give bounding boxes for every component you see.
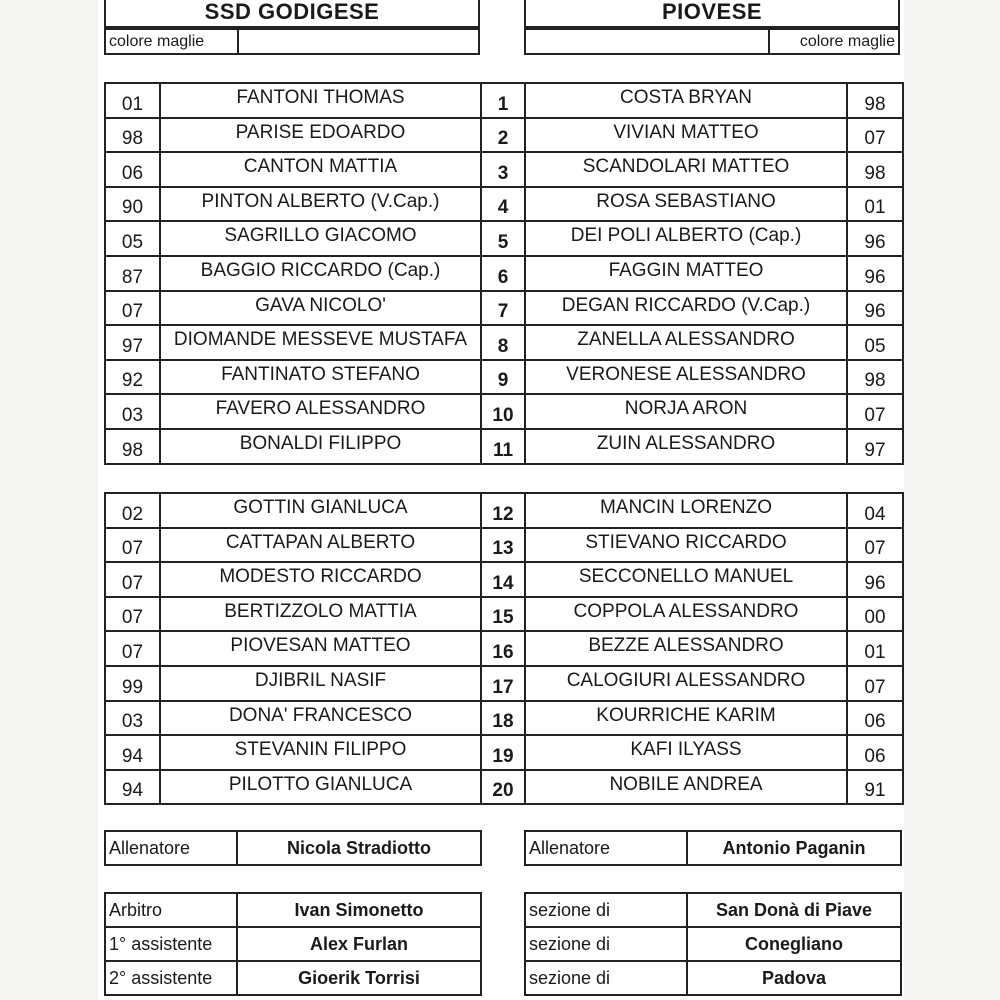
substitutes-table: [104, 492, 904, 805]
home-player-name: DJIBRIL NASIF: [160, 666, 481, 701]
player-row: [105, 562, 903, 597]
home-player-name: GAVA NICOLO': [160, 291, 481, 326]
home-birth-year: 06: [105, 152, 160, 187]
home-birth-year: 01: [105, 83, 160, 118]
player-row: [105, 597, 903, 632]
away-color-row: [524, 28, 900, 55]
home-coach-name: Nicola Stradiotto: [237, 831, 481, 865]
away-player-name: MANCIN LORENZO: [525, 493, 847, 528]
home-player-name: PARISE EDOARDO: [160, 118, 481, 153]
shirt-number: 10: [481, 394, 525, 429]
home-birth-year: 99: [105, 666, 160, 701]
section-row: [525, 893, 901, 927]
away-birth-year: 07: [847, 118, 903, 153]
home-birth-year: 94: [105, 770, 160, 805]
away-birth-year: 01: [847, 631, 903, 666]
away-birth-year: 96: [847, 291, 903, 326]
player-row: [105, 701, 903, 736]
home-birth-year: 98: [105, 429, 160, 464]
player-row: [105, 221, 903, 256]
home-coach-label: Allenatore: [105, 831, 237, 865]
away-birth-year: 96: [847, 221, 903, 256]
home-player-name: BAGGIO RICCARDO (Cap.): [160, 256, 481, 291]
home-birth-year: 98: [105, 118, 160, 153]
player-row: [105, 325, 903, 360]
away-player-name: BEZZE ALESSANDRO: [525, 631, 847, 666]
player-row: [105, 770, 903, 805]
away-coach-box: [524, 830, 902, 866]
home-color-label: colore maglie: [109, 32, 205, 50]
away-player-name: ZUIN ALESSANDRO: [525, 429, 847, 464]
shirt-number: 6: [481, 256, 525, 291]
player-row: [105, 493, 903, 528]
section-name: San Donà di Piave: [687, 893, 901, 927]
away-player-name: FAGGIN MATTEO: [525, 256, 847, 291]
away-birth-year: 98: [847, 152, 903, 187]
away-birth-year: 07: [847, 666, 903, 701]
away-player-name: STIEVANO RICCARDO: [525, 528, 847, 563]
official-role: Arbitro: [105, 893, 237, 927]
shirt-number: 12: [481, 493, 525, 528]
home-player-name: STEVANIN FILIPPO: [160, 735, 481, 770]
away-birth-year: 98: [847, 83, 903, 118]
home-birth-year: 07: [105, 631, 160, 666]
away-coach-label: Allenatore: [525, 831, 687, 865]
player-row: [105, 528, 903, 563]
home-coach-box: [104, 830, 482, 866]
away-player-name: NORJA ARON: [525, 394, 847, 429]
shirt-number: 7: [481, 291, 525, 326]
away-color-label: colore maglie: [799, 32, 895, 50]
away-team-name: PIOVESE: [524, 0, 900, 28]
shirt-number: 15: [481, 597, 525, 632]
away-coach-name: Antonio Paganin: [687, 831, 901, 865]
player-row: [105, 735, 903, 770]
home-birth-year: 03: [105, 701, 160, 736]
away-birth-year: 05: [847, 325, 903, 360]
home-birth-year: 02: [105, 493, 160, 528]
away-player-name: SCANDOLARI MATTEO: [525, 152, 847, 187]
away-birth-year: 06: [847, 735, 903, 770]
away-birth-year: 01: [847, 187, 903, 222]
official-role: 2° assistente: [105, 961, 237, 995]
official-name: Alex Furlan: [237, 927, 481, 961]
away-player-name: VERONESE ALESSANDRO: [525, 360, 847, 395]
player-row: [105, 152, 903, 187]
player-row: [105, 394, 903, 429]
home-birth-year: 07: [105, 528, 160, 563]
shirt-number: 19: [481, 735, 525, 770]
section-label: sezione di: [525, 961, 687, 995]
home-player-name: DONA' FRANCESCO: [160, 701, 481, 736]
player-row: [105, 187, 903, 222]
official-name: Gioerik Torrisi: [237, 961, 481, 995]
section-label: sezione di: [525, 927, 687, 961]
away-player-name: NOBILE ANDREA: [525, 770, 847, 805]
player-row: [105, 118, 903, 153]
away-color-value: [526, 30, 532, 53]
shirt-number: 9: [481, 360, 525, 395]
player-row: [105, 83, 903, 118]
away-birth-year: 07: [847, 528, 903, 563]
starters-table: [104, 82, 904, 465]
shirt-number: 16: [481, 631, 525, 666]
home-player-name: FANTINATO STEFANO: [160, 360, 481, 395]
shirt-number: 1: [481, 83, 525, 118]
away-player-name: VIVIAN MATTEO: [525, 118, 847, 153]
player-row: [105, 360, 903, 395]
home-player-name: PINTON ALBERTO (V.Cap.): [160, 187, 481, 222]
player-row: [105, 429, 903, 464]
home-team-name: SSD GODIGESE: [104, 0, 480, 28]
away-birth-year: 96: [847, 562, 903, 597]
player-row: [105, 256, 903, 291]
shirt-number: 11: [481, 429, 525, 464]
home-birth-year: 07: [105, 291, 160, 326]
player-row: [105, 291, 903, 326]
away-player-name: ZANELLA ALESSANDRO: [525, 325, 847, 360]
home-birth-year: 90: [105, 187, 160, 222]
shirt-number: 14: [481, 562, 525, 597]
section-row: [525, 927, 901, 961]
away-player-name: CALOGIURI ALESSANDRO: [525, 666, 847, 701]
home-color-value: [241, 30, 247, 53]
away-player-name: ROSA SEBASTIANO: [525, 187, 847, 222]
home-player-name: BONALDI FILIPPO: [160, 429, 481, 464]
shirt-number: 5: [481, 221, 525, 256]
official-role: 1° assistente: [105, 927, 237, 961]
home-player-name: FAVERO ALESSANDRO: [160, 394, 481, 429]
player-row: [105, 631, 903, 666]
away-birth-year: 91: [847, 770, 903, 805]
home-birth-year: 92: [105, 360, 160, 395]
home-player-name: CANTON MATTIA: [160, 152, 481, 187]
shirt-number: 4: [481, 187, 525, 222]
home-player-name: GOTTIN GIANLUCA: [160, 493, 481, 528]
player-row: [105, 666, 903, 701]
home-birth-year: 03: [105, 394, 160, 429]
shirt-number: 20: [481, 770, 525, 805]
official-row: [105, 893, 481, 927]
section-row: [525, 961, 901, 995]
official-sections-box: [524, 892, 902, 996]
home-player-name: FANTONI THOMAS: [160, 83, 481, 118]
shirt-number: 13: [481, 528, 525, 563]
home-birth-year: 05: [105, 221, 160, 256]
away-player-name: KOURRICHE KARIM: [525, 701, 847, 736]
shirt-number: 17: [481, 666, 525, 701]
home-player-name: BERTIZZOLO MATTIA: [160, 597, 481, 632]
home-player-name: MODESTO RICCARDO: [160, 562, 481, 597]
away-player-name: DEI POLI ALBERTO (Cap.): [525, 221, 847, 256]
home-player-name: CATTAPAN ALBERTO: [160, 528, 481, 563]
home-player-name: DIOMANDE MESSEVE MUSTAFA: [160, 325, 481, 360]
section-label: sezione di: [525, 893, 687, 927]
away-birth-year: 07: [847, 394, 903, 429]
away-birth-year: 00: [847, 597, 903, 632]
official-name: Ivan Simonetto: [237, 893, 481, 927]
home-birth-year: 97: [105, 325, 160, 360]
official-row: [105, 927, 481, 961]
away-player-name: KAFI ILYASS: [525, 735, 847, 770]
home-birth-year: 94: [105, 735, 160, 770]
away-birth-year: 98: [847, 360, 903, 395]
shirt-number: 8: [481, 325, 525, 360]
section-name: Padova: [687, 961, 901, 995]
home-player-name: PILOTTO GIANLUCA: [160, 770, 481, 805]
away-birth-year: 06: [847, 701, 903, 736]
shirt-number: 18: [481, 701, 525, 736]
shirt-number: 2: [481, 118, 525, 153]
home-birth-year: 07: [105, 597, 160, 632]
home-birth-year: 87: [105, 256, 160, 291]
away-player-name: DEGAN RICCARDO (V.Cap.): [525, 291, 847, 326]
home-player-name: SAGRILLO GIACOMO: [160, 221, 481, 256]
section-name: Conegliano: [687, 927, 901, 961]
away-player-name: SECCONELLO MANUEL: [525, 562, 847, 597]
away-birth-year: 97: [847, 429, 903, 464]
away-player-name: COPPOLA ALESSANDRO: [525, 597, 847, 632]
away-player-name: COSTA BRYAN: [525, 83, 847, 118]
shirt-number: 3: [481, 152, 525, 187]
home-player-name: PIOVESAN MATTEO: [160, 631, 481, 666]
away-birth-year: 96: [847, 256, 903, 291]
officials-box: [104, 892, 482, 996]
away-birth-year: 04: [847, 493, 903, 528]
home-birth-year: 07: [105, 562, 160, 597]
official-row: [105, 961, 481, 995]
home-color-row: [104, 28, 480, 55]
